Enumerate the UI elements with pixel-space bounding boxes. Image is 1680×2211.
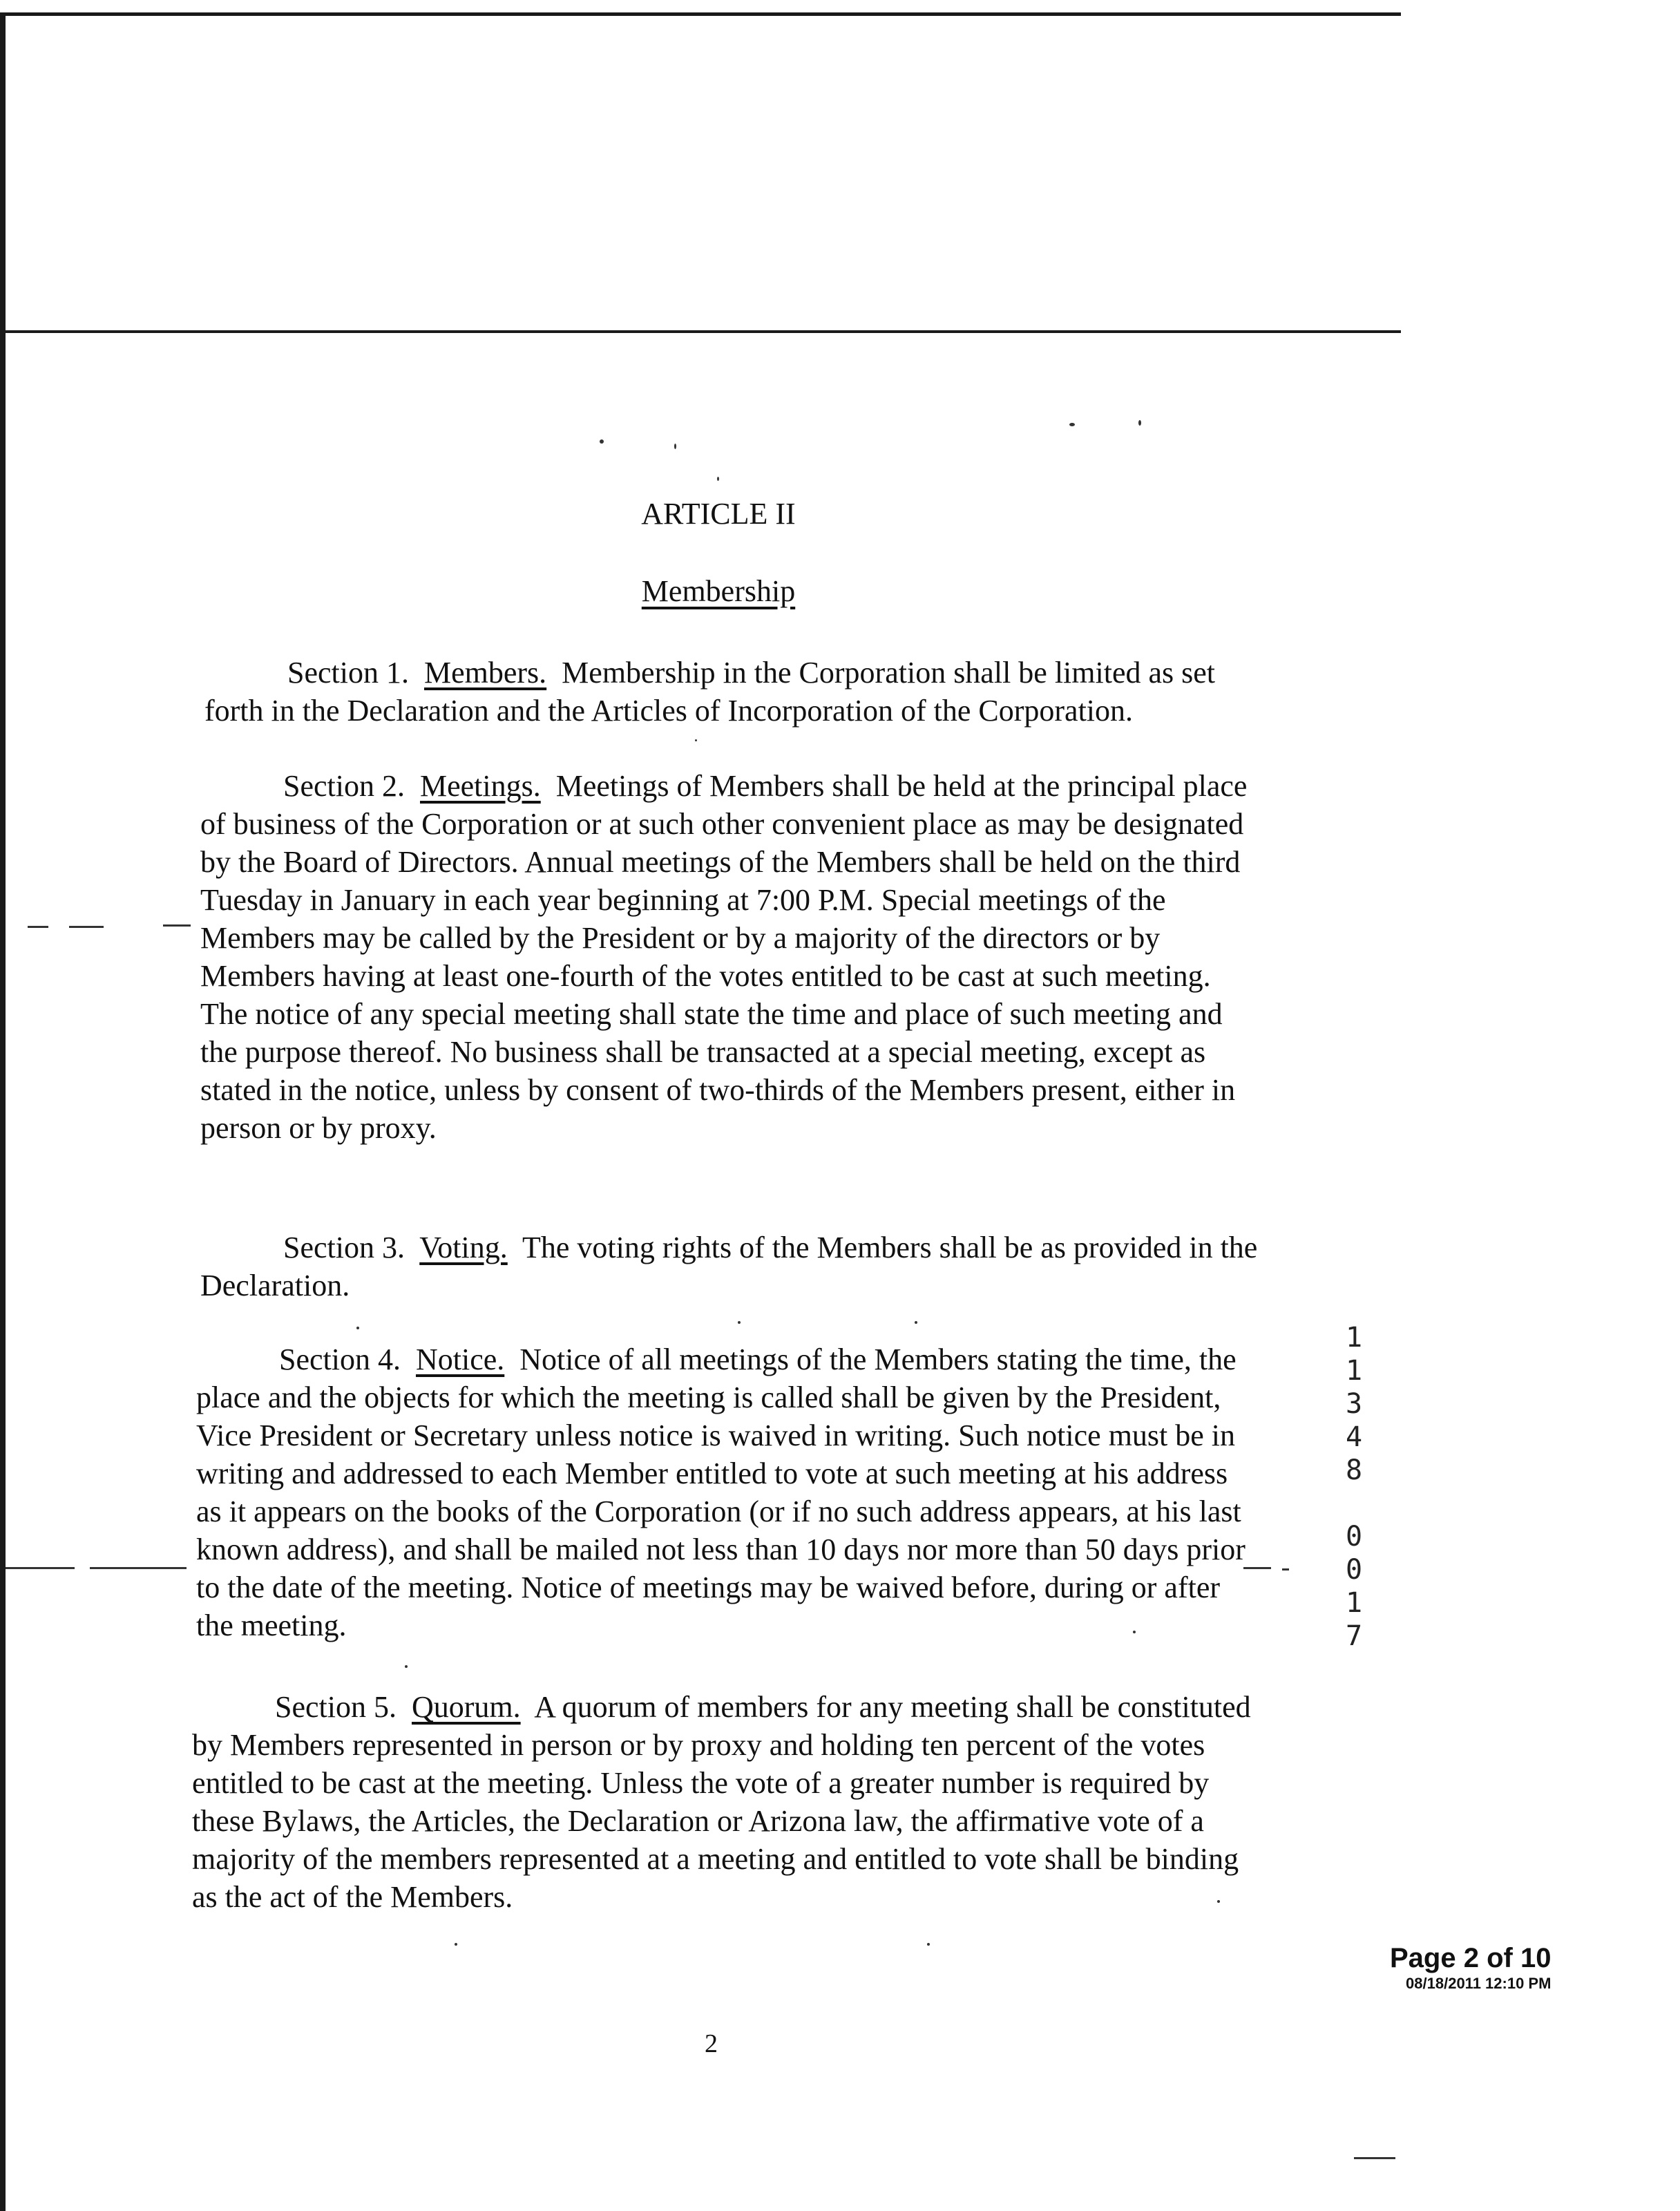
page-indicator [1390, 1943, 1551, 1993]
corner-mark [1354, 2157, 1395, 2159]
section-meetings [200, 767, 1264, 1147]
top-rule [6, 12, 1401, 16]
section-notice [196, 1340, 1260, 1644]
section-voting [200, 1228, 1264, 1304]
stamp-digit: 7 [1345, 1620, 1363, 1652]
section-paragraph [204, 654, 1268, 730]
section-paragraph [200, 1228, 1264, 1304]
section-paragraph [200, 767, 1264, 1147]
section-heading: Quorum. [411, 1690, 521, 1724]
section-heading: Members. [423, 656, 547, 690]
stamp-digit: 1 [1345, 1322, 1363, 1354]
scan-speck [356, 1327, 359, 1329]
section-body: Membership in the Corporation shall be limited as set forth in the Declaration and the Articles of Incorporation of the Corporation. [204, 656, 1215, 728]
section-paragraph [196, 1340, 1260, 1644]
stamp-digit: 0 [1345, 1521, 1363, 1553]
section-quorum [192, 1688, 1256, 1916]
section-number: Section 4. [279, 1342, 401, 1376]
stamp-digit: 1 [1345, 1355, 1363, 1387]
section-heading: Voting. [419, 1231, 508, 1264]
margin-dash-mark [90, 1567, 187, 1569]
stamp-digit: 0 [1345, 1554, 1363, 1586]
stamp-gap [1340, 1487, 1368, 1520]
scan-speck [695, 739, 697, 741]
section-body: The voting rights of the Members shall be as provided in the Declaration. [200, 1231, 1258, 1302]
page-number: 2 [705, 2029, 718, 2058]
scan-speck [674, 444, 676, 449]
scan-speck [455, 1943, 457, 1946]
section-paragraph [192, 1688, 1256, 1916]
page-timestamp: 08/18/2011 12:10 PM [1406, 1975, 1552, 1992]
scan-speck [717, 477, 719, 481]
section-number: Section 5. [275, 1690, 397, 1724]
scan-speck [1138, 420, 1141, 426]
section-number: Section 1. [287, 656, 409, 690]
section-body: A quorum of members for any meeting shall be constituted by Members represented in person or by proxy and holding ten percent of the votes entitled to be cast at the meeting. Unless the vote of a greater number is required by these Bylaws, the Articles, the Declaration or Arizona law, the affirmative vote of a majority of the members represented at a meeting and entitled to vote shall be binding as the act of the Members. [192, 1690, 1251, 1914]
section-number: Section 2. [283, 769, 405, 803]
page-count-label: Page 2 of 10 [1390, 1943, 1552, 1973]
scan-speck [1069, 423, 1075, 426]
section-number: Section 3. [283, 1231, 405, 1264]
section-body: Notice of all meetings of the Members stating the time, the place and the objects for which the meeting is called shall be given by the President, Vice President or Secretary unless notice is waived in writing. Such notice must be in writing and addressed to each Member entitled to vote at such meeting at his address as it appears on the books of the Corporation (or if no such address appears, at his last known address), and shall be mailed not less than 10 days nor more than 50 days prior to the date of the meeting. Notice of meetings may be waived before, during or after the meeting. [196, 1342, 1245, 1642]
margin-dash-mark [163, 924, 191, 927]
section-heading: Meetings. [419, 769, 541, 803]
article-subtitle [0, 573, 1437, 609]
margin-dash-mark [6, 1567, 75, 1569]
scan-speck [738, 1321, 741, 1324]
section-heading: Notice. [415, 1342, 505, 1376]
margin-dash-mark [1243, 1567, 1271, 1569]
stamp-digit: 4 [1345, 1421, 1363, 1453]
stamp-digit: 1 [1345, 1587, 1363, 1619]
stamp-digit: 3 [1345, 1388, 1363, 1420]
article-subtitle-text: Membership [641, 574, 796, 608]
header-divider-rule [6, 330, 1401, 333]
side-document-stamp [1340, 1321, 1368, 1653]
scan-speck [405, 1665, 408, 1668]
article-title: ARTICLE II [641, 497, 796, 531]
margin-dash-mark [69, 926, 104, 928]
scan-speck [927, 1943, 930, 1946]
stamp-digit: 8 [1345, 1454, 1363, 1486]
margin-dash-mark [28, 926, 48, 928]
scan-speck [915, 1321, 917, 1324]
section-members [204, 654, 1268, 730]
scan-left-edge [0, 12, 6, 2211]
scan-speck [600, 439, 604, 444]
section-body: Meetings of Members shall be held at the principal place of business of the Corporation or at such other convenient place as may be designated by the Board of Directors. Annual meetings of the Members shall be held on the third Tuesday in January in each year beginning at 7:00 P.M. Special meetings of the Members may be called by the President or by a majority of the directors or by Members having at least one-fourth of the votes entitled to be cast at such meeting. The notice of any special meeting shall state the time and place of such meeting and the purpose thereof. No business shall be transacted at a special meeting, except as stated in the notice, unless by consent of two-thirds of the Members present, either in person or by proxy. [200, 769, 1248, 1145]
margin-dash-mark [1282, 1568, 1289, 1571]
